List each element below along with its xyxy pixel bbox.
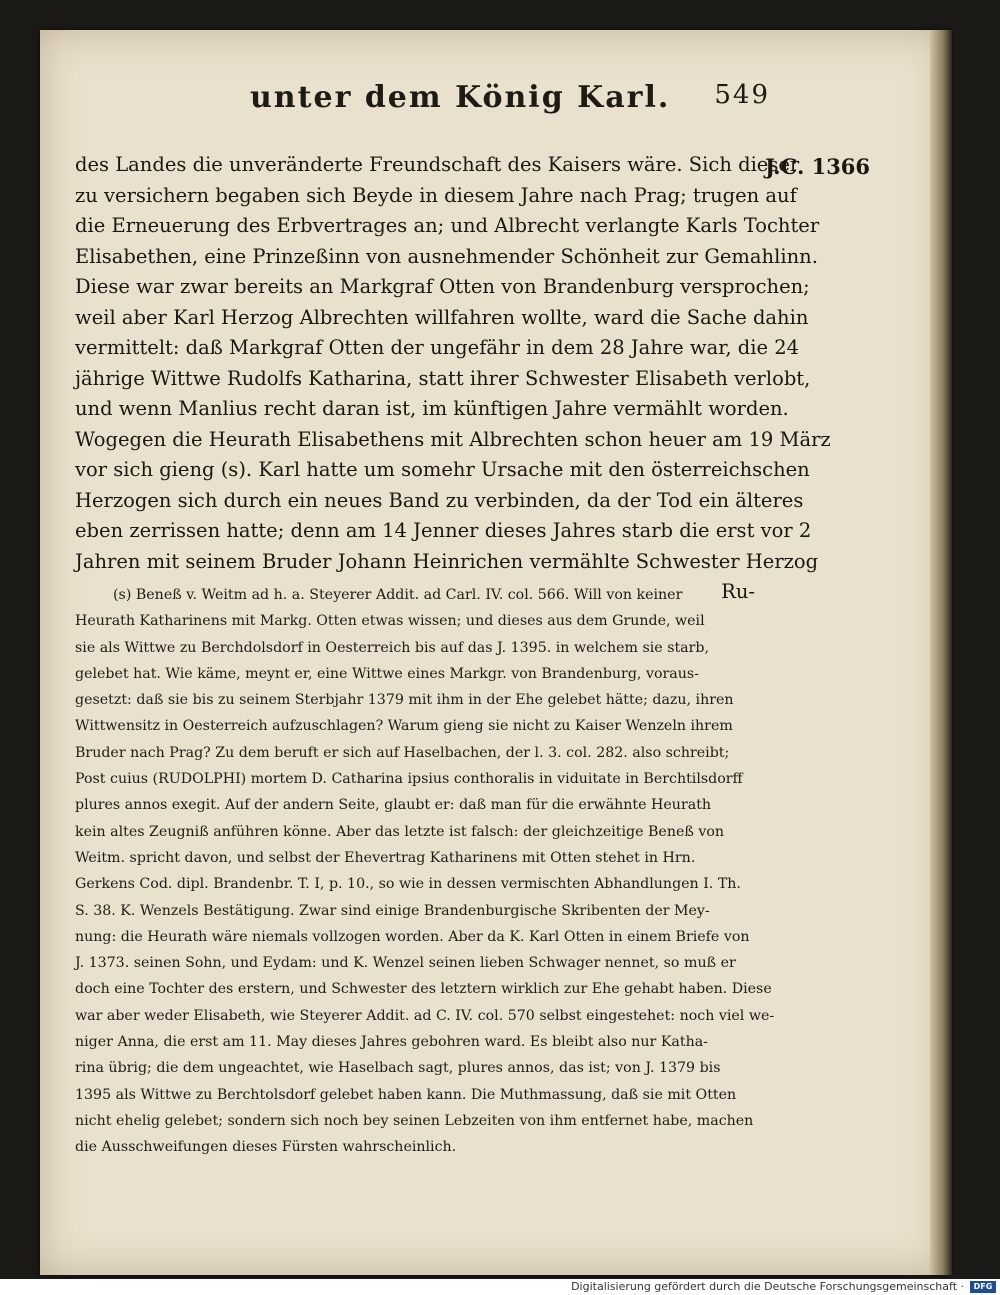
main-text-line: eben zerrissen hatte; denn am 14 Jenner dieses Jahres starb die erst vor 2 xyxy=(75,519,812,542)
footnote-line: (s) Beneß v. Weitm ad h. a. Steyerer Addit. ad Carl. IV. col. 566. Will von keiner xyxy=(113,587,683,603)
footnote-line: Gerkens Cod. dipl. Brandenbr. T. I, p. 10., so wie in dessen vermischten Abhandlungen I. Th. xyxy=(75,876,741,893)
footnote-line: J. 1373. seinen Sohn, und Eydam: und K. Wenzel seinen lieben Schwager nennet, so muß er xyxy=(75,955,736,972)
footnote-line: die Ausschweifungen dieses Fürsten wahrscheinlich. xyxy=(75,1139,457,1156)
footnote-line: nung: die Heurath wäre niemals vollzogen worden. Aber da K. Karl Otten in einem Briefe von xyxy=(75,928,750,945)
running-head-title: unter dem König Karl. xyxy=(250,80,671,115)
main-text-line: Jahren mit seinem Bruder Johann Heinrichen vermählte Schwester Herzog xyxy=(75,549,819,573)
main-text-line: Herzogen sich durch ein neues Band zu verbinden, da der Tod ein älteres xyxy=(75,488,804,512)
main-text-line: des Landes die unveränderte Freundschaft des Kaisers wäre. Sich dieser xyxy=(75,153,800,176)
dfg-logo-icon[interactable]: DFG xyxy=(970,1281,996,1293)
footnote-line: Post cuius (RUDOLPHI) mortem D. Catharina ipsius conthoralis in viduitate in Berchtilsdorff xyxy=(75,771,743,788)
main-text-line: Wogegen die Heurath Elisabethens mit Albrechten schon heuer am 19 März xyxy=(75,427,831,451)
main-text-line: weil aber Karl Herzog Albrechten willfahren wollte, ward die Sache dahin xyxy=(75,305,809,329)
footnote-line: gesetzt: daß sie bis zu seinem Sterbjahr 1379 mit ihm in der Ehe gelebet hätte; dazu, ihren xyxy=(75,692,734,709)
footnote-line: 1395 als Wittwe zu Berchtolsdorf gelebet haben kann. Die Muthmassung, daß sie mit Otten xyxy=(75,1086,737,1103)
main-text-line: und wenn Manlius recht daran ist, im künftigen Jahre vermählt worden. xyxy=(75,397,789,420)
footnote-line: gelebet hat. Wie käme, meynt er, eine Wittwe eines Markgr. von Brandenburg, voraus- xyxy=(75,665,699,682)
footnote-line: war aber weder Elisabeth, wie Steyerer Addit. ad C. IV. col. 570 selbst eingestehet: noch viel we- xyxy=(75,1007,775,1024)
main-text-line: jährige Wittwe Rudolfs Katharina, statt ihrer Schwester Elisabeth verlobt, xyxy=(75,366,811,390)
margin-year-note: J.C. 1366 xyxy=(765,154,871,179)
credit-bar xyxy=(0,1279,1000,1295)
main-text-line: die Erneuerung des Erbvertrages an; und Albrecht verlangte Karls Tochter xyxy=(75,214,820,237)
main-text-line: Elisabethen, eine Prinzeßinn von ausnehmender Schönheit zur Gemahlinn. xyxy=(75,244,818,268)
main-text-line: vermittelt: daß Markgraf Otten der ungefähr in dem 28 Jahre war, die 24 xyxy=(75,336,800,359)
footnote-line: niger Anna, die erst am 11. May dieses Jahres gebohren ward. Es bleibt also nur Katha- xyxy=(75,1034,708,1051)
funding-credit: Digitalisierung gefördert durch die Deutsche Forschungsgemeinschaft · xyxy=(571,1280,964,1293)
page-number: 549 xyxy=(714,80,770,110)
footnote-line: rina übrig; die dem ungeachtet, wie Haselbach sagt, plures annos, das ist; von J. 1379 bis xyxy=(75,1060,721,1077)
footnote-line: plures annos exegit. Auf der andern Seite, glaubt er: daß man für die erwähnte Heurath xyxy=(75,797,712,814)
catchword: Ru- xyxy=(721,580,755,603)
footnote-line: S. 38. K. Wenzels Bestätigung. Zwar sind einige Brandenburgische Skribenten der Mey- xyxy=(75,902,710,919)
main-text-line: Diese war zwar bereits an Markgraf Otten von Brandenburg versprochen; xyxy=(75,275,810,298)
footnote-line: doch eine Tochter des erstern, und Schwester des letztern wirklich zur Ehe gehabt haben. Diese xyxy=(75,981,772,998)
footnote-line: kein altes Zeugniß anführen könne. Aber das letzte ist falsch: der gleichzeitige Beneß von xyxy=(75,823,725,840)
footnote-block xyxy=(75,582,775,1161)
main-text-line: vor sich gieng (s). Karl hatte um somehr Ursache mit den österreichschen xyxy=(75,458,810,481)
running-head xyxy=(210,80,770,120)
footnote-line: nicht ehelig gelebet; sondern sich noch bey seinen Lebzeiten von ihm entfernet habe, machen xyxy=(75,1112,754,1129)
footnote-line: Heurath Katharinens mit Markg. Otten etwas wissen; und dieses aus dem Grunde, weil xyxy=(75,613,705,630)
footnote-line: Weitm. spricht davon, und selbst der Ehevertrag Katharinens mit Otten stehet in Hrn. xyxy=(75,849,696,866)
main-text-line: zu versichern begaben sich Beyde in diesem Jahre nach Prag; trugen auf xyxy=(75,183,797,207)
page-edge-shadow xyxy=(930,30,952,1275)
footnote-line: Bruder nach Prag? Zu dem beruft er sich auf Haselbachen, der l. 3. col. 282. also schreibt; xyxy=(75,744,730,761)
footnote-line: sie als Wittwe zu Berchdolsdorf in Oesterreich bis auf das J. 1395. in welchem sie starb, xyxy=(75,639,710,656)
footnote-line: Wittwensitz in Oesterreich aufzuschlagen? Warum gieng sie nicht zu Kaiser Wenzeln ihrem xyxy=(75,718,733,735)
